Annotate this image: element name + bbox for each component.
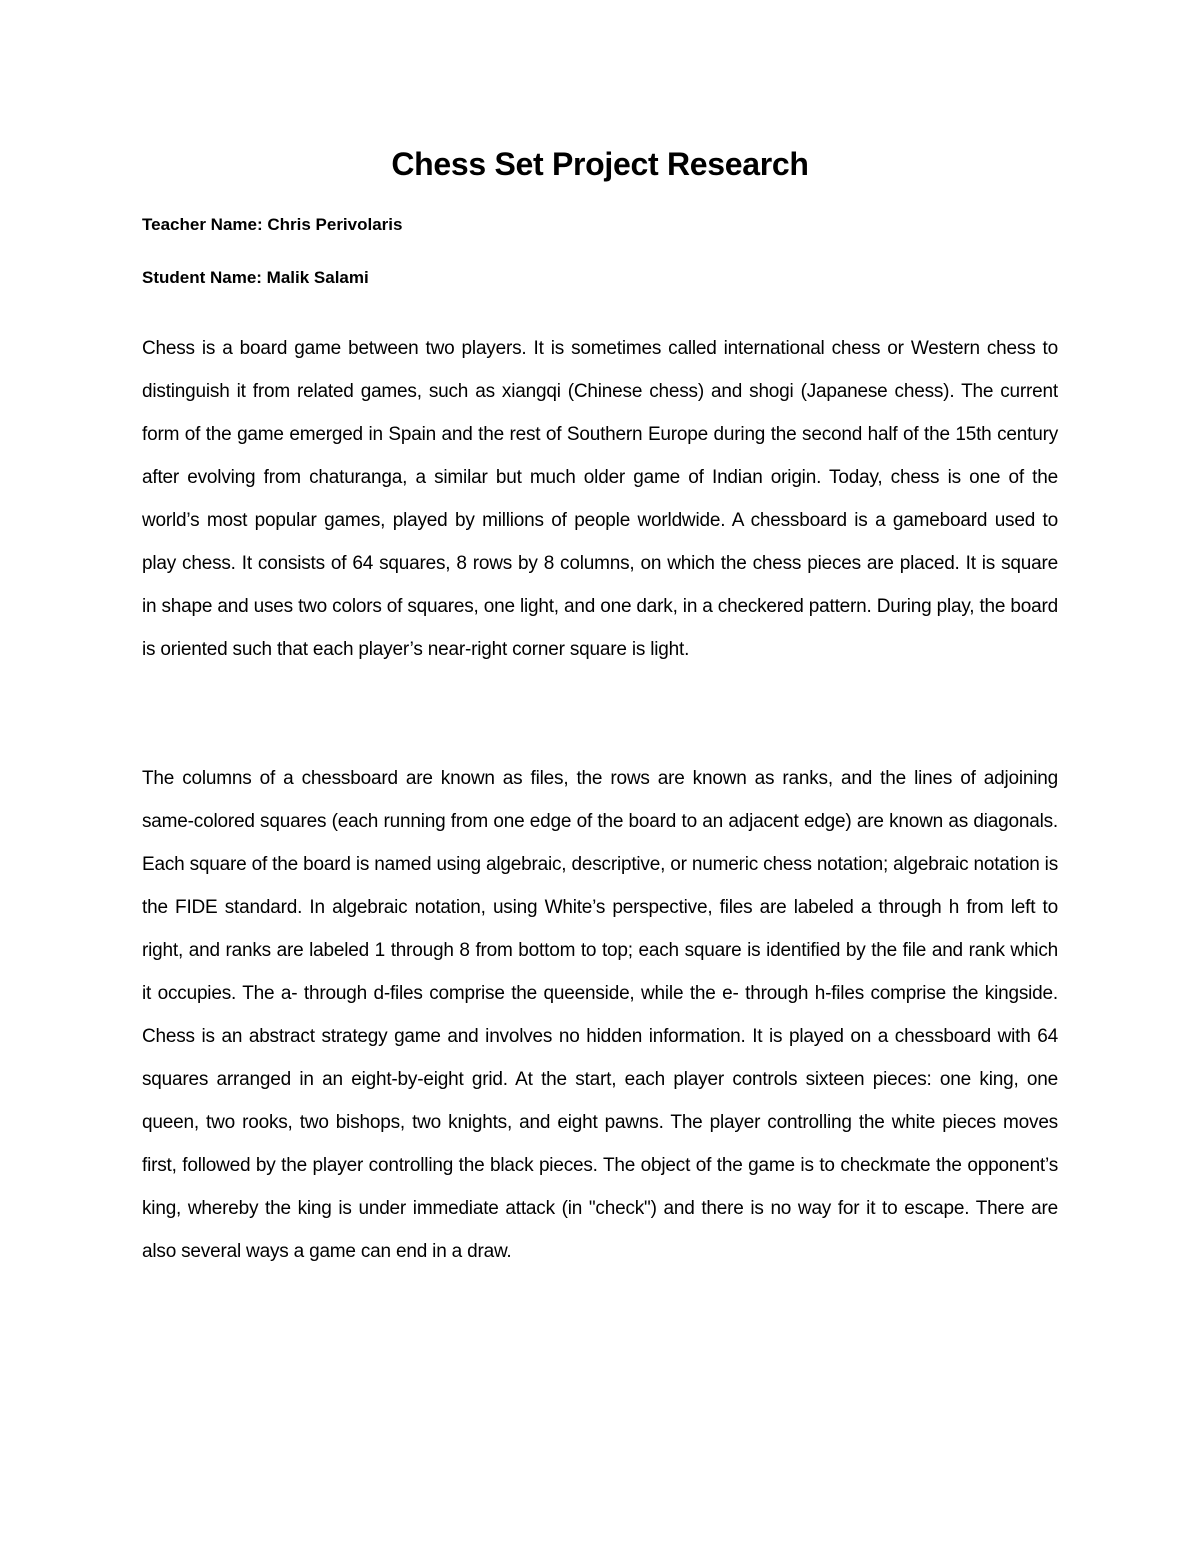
teacher-name-line: Teacher Name: Chris Perivolaris: [142, 215, 403, 234]
document-title: Chess Set Project Research: [391, 146, 809, 182]
student-name-line: Student Name: Malik Salami: [142, 268, 369, 287]
body-paragraph-2: The columns of a chessboard are known as files, the rows are known as ranks, and the lines of adjoining same-colored squares (each running from one edge of the board to an adjacent edge) are known as diagonals. Each square of the board is named using algebraic, descriptive, or numeric chess notation; algebraic notation is the FIDE standard. In algebraic notation, using White’s perspective, files are labeled a through h from left to right, and ranks are labeled 1 through 8 from bottom to top; each square is identified by the file and rank which it occupies. The a- through d-files comprise the queenside, while the e- through h-files comprise the kingside. Chess is an abstract strategy game and involves no hidden information. It is played on a chessboard with 64 squares arranged in an eight-by-eight grid. At the start, each player controls sixteen pieces: one king, one queen, two rooks, two bishops, two knights, and eight pawns. The player controlling the white pieces moves first, followed by the player controlling the black pieces. The object of the game is to checkmate the opponent’s king, whereby the king is under immediate attack (in "check") and there is no way for it to escape. There are also several ways a game can end in a draw.: [142, 768, 1058, 1262]
body-paragraph-1: Chess is a board game between two players. It is sometimes called international chess or Western chess to distinguish it from related games, such as xiangqi (Chinese chess) and shogi (Japanese chess). The current form of the game emerged in Spain and the rest of Southern Europe during the second half of the 15th century after evolving from chaturanga, a similar but much older game of Indian origin. Today, chess is one of the world’s most popular games, played by millions of people worldwide. A chessboard is a gameboard used to play chess. It consists of 64 squares, 8 rows by 8 columns, on which the chess pieces are placed. It is square in shape and uses two colors of squares, one light, and one dark, in a checkered pattern. During play, the board is oriented such that each player’s near-right corner square is light.: [142, 338, 1058, 660]
